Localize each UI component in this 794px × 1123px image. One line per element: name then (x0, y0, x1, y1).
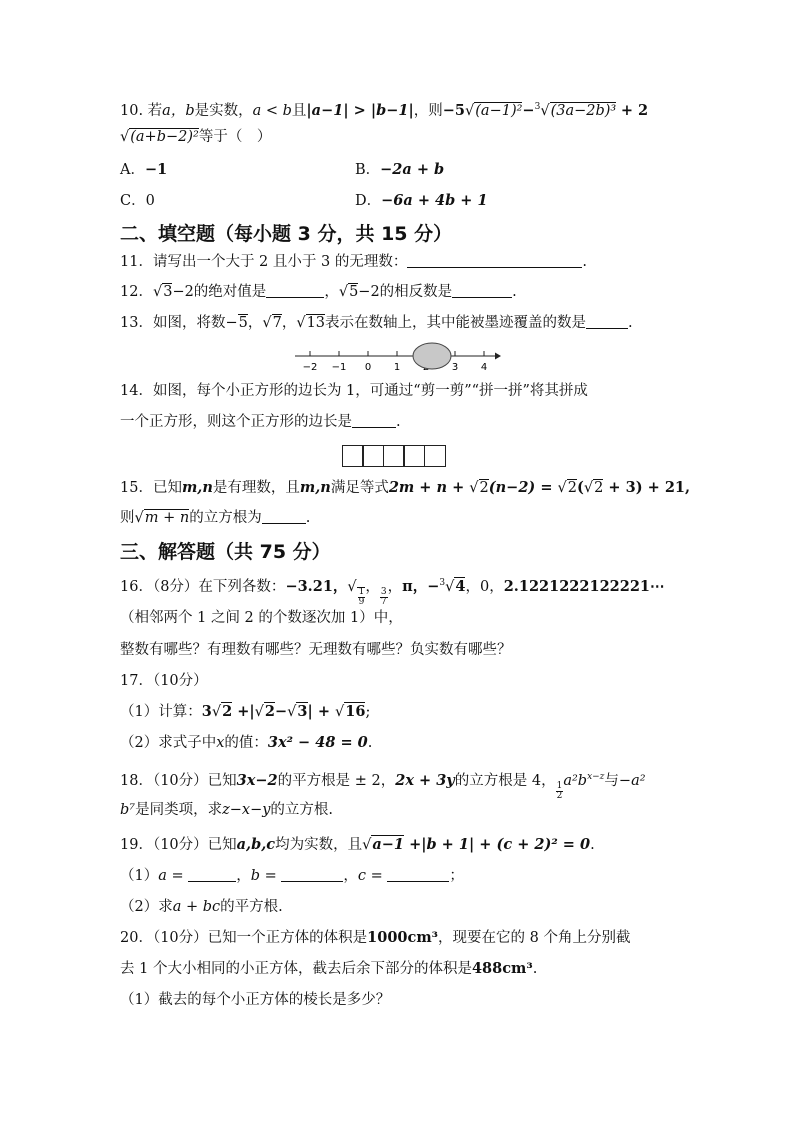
section-answer-title: 三、解答题（共 75 分） (120, 541, 331, 563)
q19-part1: （1）a = ，b = ，c = ； (120, 868, 464, 884)
ink-blot (413, 343, 451, 369)
q10-line2: √(a+b−2)²等于（ ） (120, 129, 272, 145)
number-line-label: −2 (302, 362, 318, 373)
number-line-figure (290, 340, 505, 374)
q10-option-b[interactable]: B．−2a + b (355, 161, 445, 178)
q12-blank-2[interactable] (452, 283, 512, 298)
q19-blank-a[interactable] (188, 867, 236, 882)
q17-part1: （1）计算：3√2 +|√2−√3| + √16; (120, 703, 371, 720)
number-line-label: 4 (480, 362, 488, 373)
q15-line1: 15．已知m,n是有理数，且m,n满足等式2m + n + √2(n−2) = √2(√2 + 3) + 21, (120, 479, 691, 496)
q20-line2: 去 1 个大小相同的小正方体，截去后余下部分的体积是488cm³. (120, 960, 538, 977)
q18-line2: b⁷是同类项，求z−x−y的立方根. (120, 802, 334, 818)
q19-blank-c[interactable] (387, 867, 449, 882)
q16-line3: 整数有哪些？有理数有哪些？无理数有哪些？负实数有哪些？ (120, 642, 512, 658)
q19-part2: （2）求a + bc的平方根. (120, 899, 283, 915)
unit-square (362, 445, 384, 467)
q12-blank-1[interactable] (266, 283, 324, 298)
q17-part2: （2）求式子中x的值：3x² − 48 = 0. (120, 734, 373, 751)
q13: 13．如图，将数−5，√7，√13表示在数轴上，其中能被墨迹覆盖的数是 . (120, 315, 633, 331)
q18-line1: 18．（10分）已知3x−2的平方根是 ± 2，2x + 3y的立方根是 4， $\frac{1}{2}$ $a^2b^{x-z}$与−a² (120, 771, 646, 801)
section-fill-in-title: 二、填空题（每小题 3 分，共 15 分） (120, 223, 453, 245)
q14-line1: 14．如图，每个小正方形的边长为 1，可通过“剪一剪”“拼一拼”将其拼成 (120, 383, 588, 399)
number-line-arrow (495, 353, 501, 360)
q13-blank[interactable] (586, 314, 628, 329)
q10-option-d[interactable]: D．−6a + 4b + 1 (355, 192, 488, 209)
q15-blank[interactable] (262, 509, 306, 524)
number-line-label: 1 (393, 362, 401, 373)
unit-square (424, 445, 446, 467)
q20-line1: 20．（10分）已知一个正方体的体积是1000cm³，现要在它的 8 个角上分别截 (120, 929, 631, 946)
q10-line1: 10. 若a，b是实数，a < b且|a−1| > |b−1|，则−5√(a−1)²−$^3$√(3a−2b)³ + 2 (120, 101, 649, 119)
q16-line2: （相邻两个 1 之间 2 的个数逐次加 1）中， (120, 610, 403, 626)
unit-square (403, 445, 425, 467)
q14-line2: 一个正方形，则这个正方形的边长是 . (120, 414, 401, 430)
q14-blank[interactable] (352, 413, 396, 428)
q10-option-a[interactable]: A．−1 (120, 161, 168, 178)
number-line-label: 0 (364, 362, 372, 373)
unit-square (342, 445, 364, 467)
q20-part1: （1）截去的每个小正方体的棱长是多少？ (120, 992, 391, 1008)
q16-line1: 16．（8分）在下列各数：−3.21，√ $\frac{1}{9}$ ， $\frac{3}{7}$ ，π，−$^3$√4，0，2.1221222122221⋯ (120, 577, 665, 607)
q11: 11．请写出一个大于 2 且小于 3 的无理数： . (120, 254, 587, 270)
number-line-label: −1 (331, 362, 347, 373)
q15-line2: 则√m + n的立方根为 . (120, 510, 311, 526)
q19-line1: 19．（10分）已知a,b,c均为实数，且√a−1 +|b + 1| + (c + 2)² = 0. (120, 836, 595, 853)
number-line-label: 3 (451, 362, 459, 373)
q10-option-c[interactable]: C．0 (120, 193, 155, 209)
q12: 12．√3−2的绝对值是 ，√5−2的相反数是 . (120, 284, 517, 300)
q19-blank-b[interactable] (281, 867, 343, 882)
q11-answer-blank[interactable] (407, 253, 582, 268)
q17-head: 17．（10分） (120, 673, 208, 689)
unit-square (383, 445, 405, 467)
squares-figure (343, 445, 446, 467)
